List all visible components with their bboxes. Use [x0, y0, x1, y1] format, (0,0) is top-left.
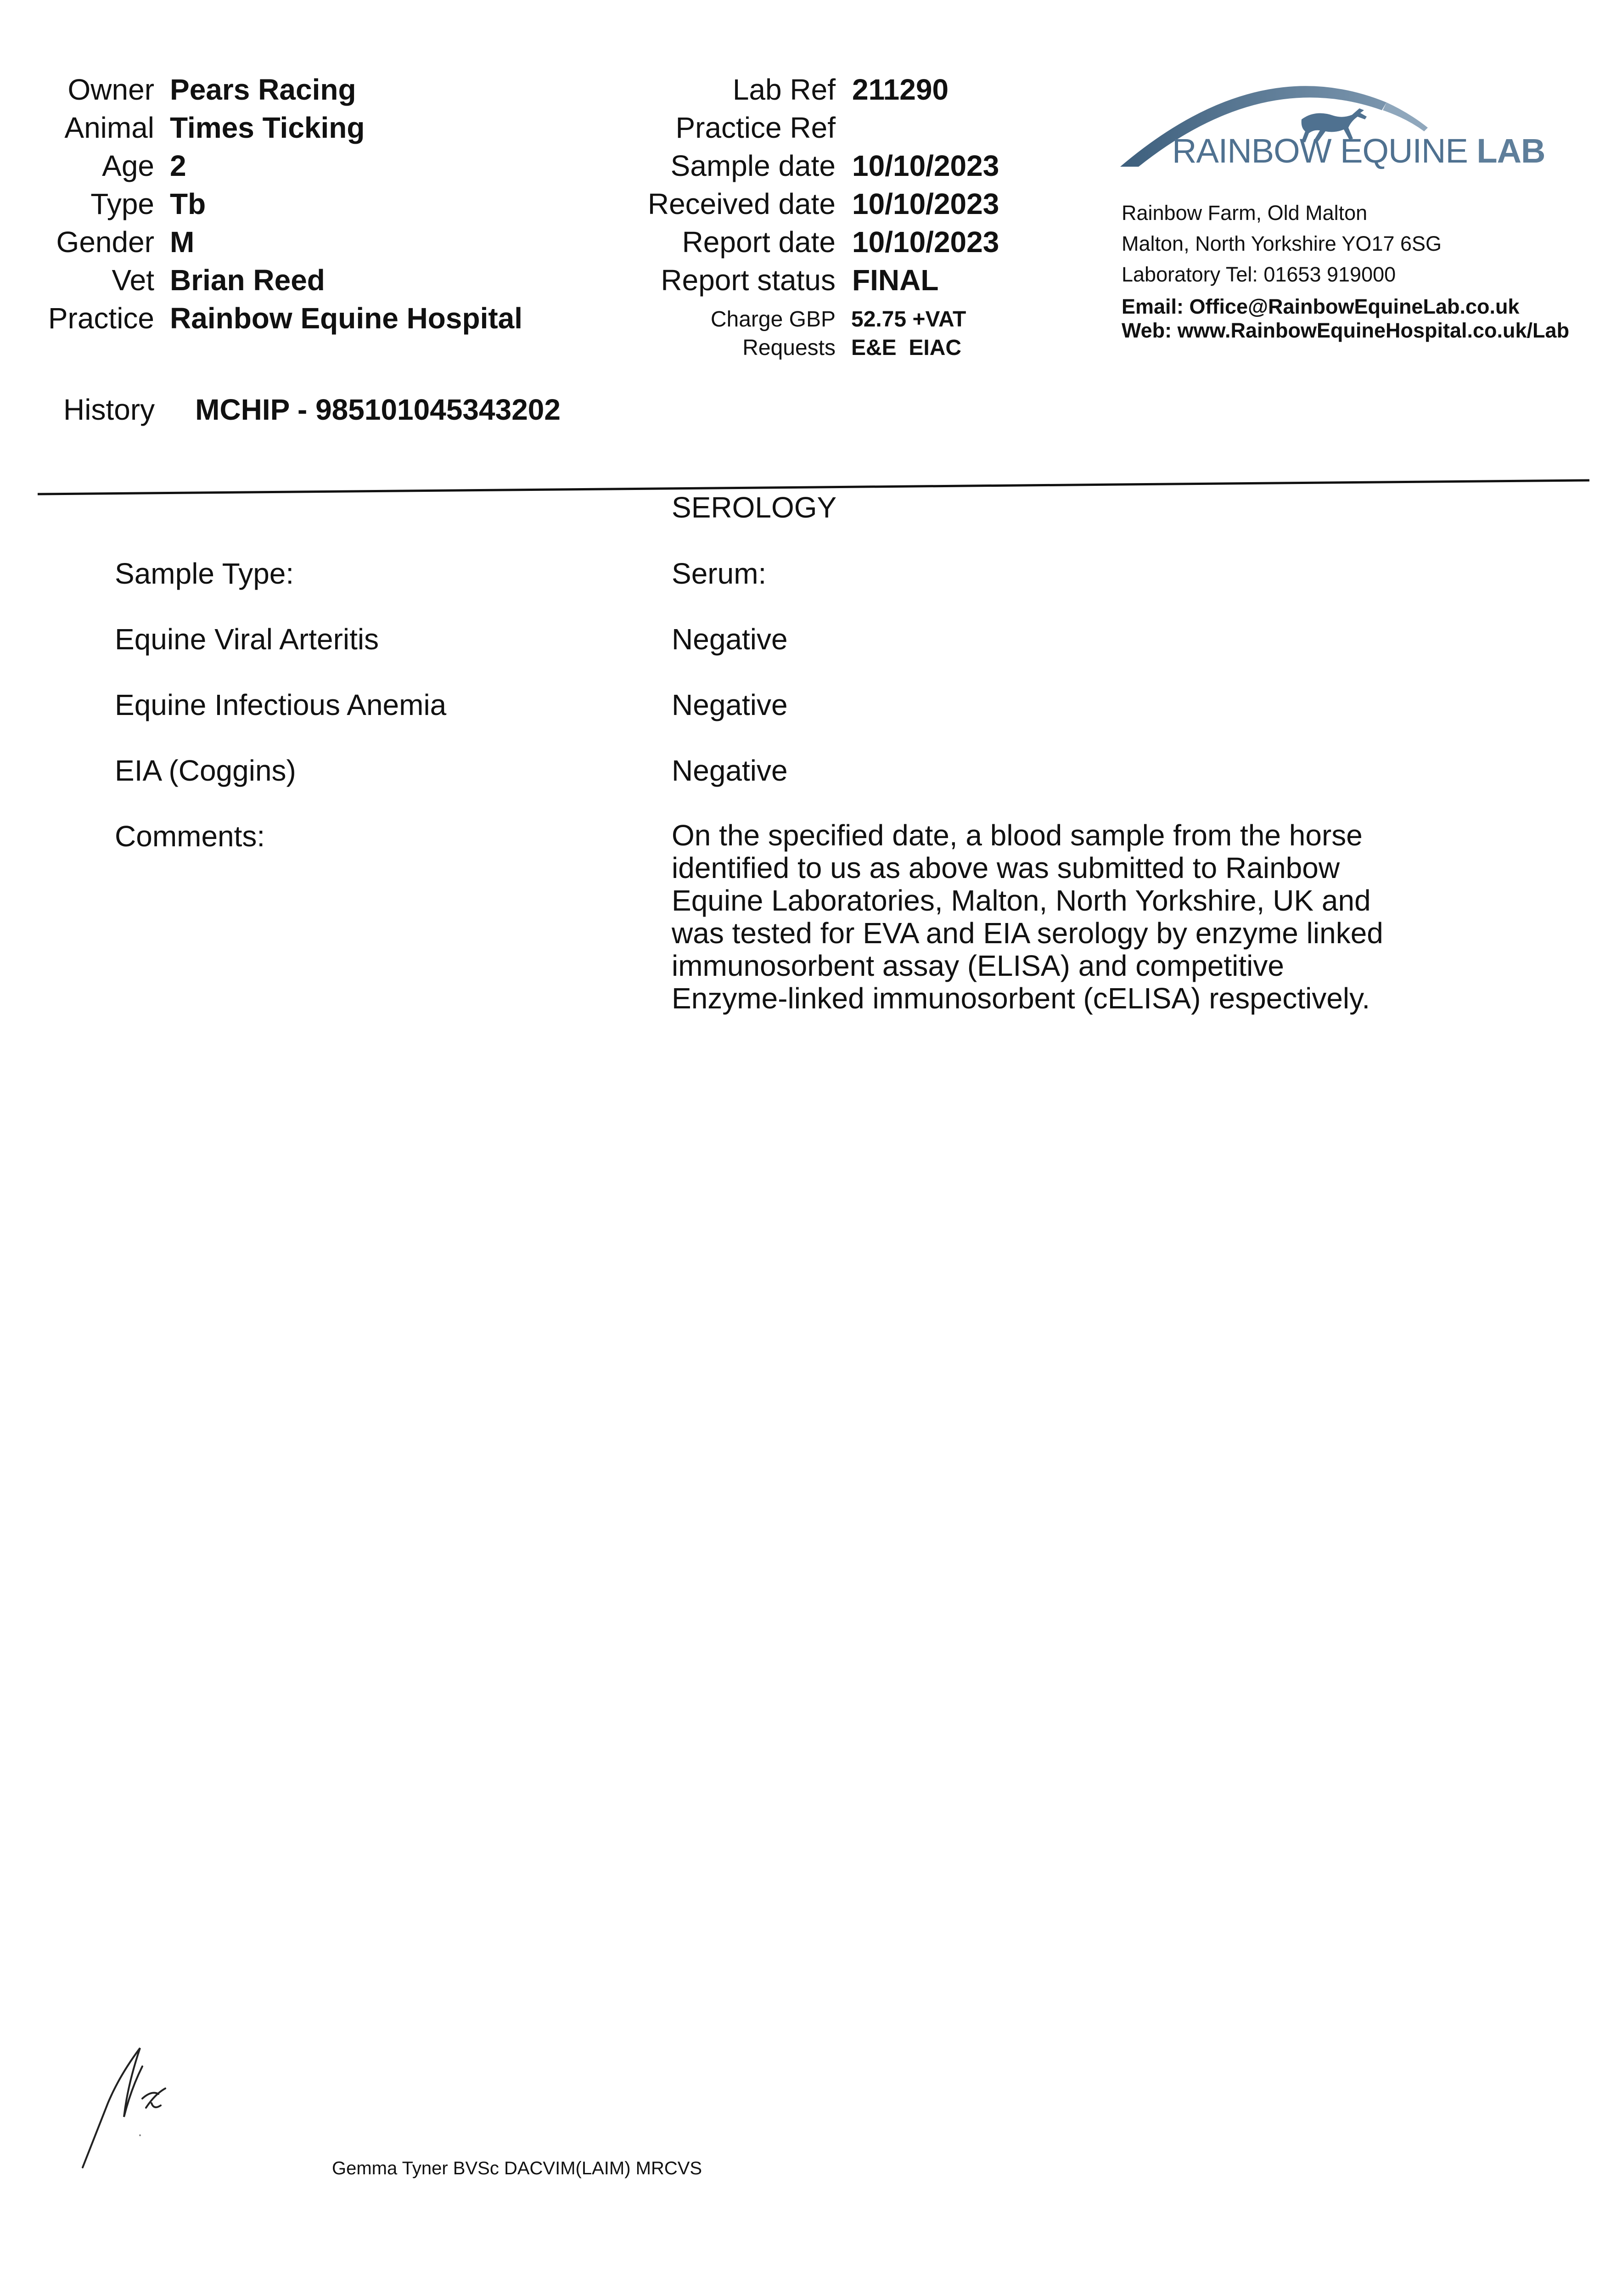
eva-result: Negative: [672, 623, 788, 656]
charge-value: 52.75 +VAT: [851, 307, 966, 332]
sample-date-value: 10/10/2023: [852, 149, 999, 182]
history-value: MCHIP - 985101045343202: [195, 393, 561, 426]
history-row: [63, 393, 561, 427]
requests-value: E&E EIAC: [851, 336, 962, 360]
comments-line: was tested for EVA and EIA serology by enzyme linked: [672, 917, 1383, 950]
owner-label: Owner: [67, 73, 154, 106]
signatory-name: Gemma Tyner BVSc DACVIM(LAIM) MRCVS: [332, 2158, 702, 2178]
age-label: Age: [102, 149, 154, 182]
comments-line: Enzyme-linked immunosorbent (cELISA) respectively.: [672, 982, 1370, 1015]
signature-scribble: [73, 2039, 184, 2177]
comments-label: Comments:: [115, 820, 265, 853]
lab-address-line2: Malton, North Yorkshire YO17 6SG: [1122, 232, 1442, 255]
history-label: History: [63, 393, 155, 426]
sample-type-label: Sample Type:: [115, 557, 294, 590]
lab-address-line1: Rainbow Farm, Old Malton: [1122, 201, 1368, 225]
practice-ref-row: [459, 111, 836, 145]
rainbow-equine-lab-logo: [1116, 77, 1543, 174]
lab-ref-label: Lab Ref: [732, 73, 836, 106]
eia-label: Equine Infectious Anemia: [115, 688, 447, 721]
received-date-row: [459, 187, 999, 221]
lab-ref-row: [459, 73, 949, 107]
requests-row: [459, 335, 961, 360]
report-status-value: FINAL: [852, 264, 939, 297]
logo-text-regular: RAINBOW EQUINE: [1172, 132, 1468, 170]
practice-ref-label: Practice Ref: [675, 111, 836, 144]
sample-date-row: [459, 149, 999, 183]
owner-row: [0, 73, 356, 107]
animal-label: Animal: [64, 111, 154, 144]
report-status-label: Report status: [661, 264, 836, 297]
received-date-value: 10/10/2023: [852, 187, 999, 220]
charge-label: Charge GBP: [710, 307, 836, 332]
comments-line: immunosorbent assay (ELISA) and competitive: [672, 949, 1284, 982]
sample-date-label: Sample date: [670, 149, 836, 182]
owner-value: Pears Racing: [170, 73, 356, 106]
type-value: Tb: [170, 187, 206, 220]
eva-label: Equine Viral Arteritis: [115, 623, 379, 656]
age-row: [0, 149, 186, 183]
type-label: Type: [90, 187, 154, 220]
animal-value: Times Ticking: [170, 111, 365, 144]
gender-row: [0, 225, 194, 259]
practice-label: Practice: [48, 302, 154, 335]
requests-label: Requests: [742, 336, 836, 360]
charge-row: [459, 307, 966, 332]
coggins-result: Negative: [672, 754, 788, 787]
report-date-label: Report date: [682, 225, 836, 259]
sample-type-value: Serum:: [672, 557, 767, 590]
comments-line: On the specified date, a blood sample from the horse: [672, 819, 1363, 852]
lab-email: Email: Office@RainbowEquineLab.co.uk: [1122, 295, 1520, 318]
comments-text: [672, 819, 1383, 1015]
eia-result: Negative: [672, 688, 788, 721]
age-value: 2: [170, 149, 186, 182]
report-status-row: [459, 263, 938, 297]
serology-section-title: SEROLOGY: [672, 491, 837, 524]
gender-value: M: [170, 225, 195, 259]
lab-ref-value: 211290: [852, 73, 949, 106]
logo-text-bold: LAB: [1476, 132, 1545, 170]
lab-web: Web: www.RainbowEquineHospital.co.uk/Lab: [1122, 319, 1570, 342]
lab-tel: Laboratory Tel: 01653 919000: [1122, 263, 1396, 286]
coggins-label: EIA (Coggins): [115, 754, 296, 787]
report-date-row: [459, 225, 999, 259]
type-row: [0, 187, 206, 221]
animal-row: [0, 111, 365, 145]
practice-value: Rainbow Equine Hospital: [170, 302, 523, 335]
gender-label: Gender: [56, 225, 154, 259]
vet-row: [0, 263, 325, 297]
vet-label: Vet: [112, 264, 154, 297]
comments-line: Equine Laboratories, Malton, North Yorkshire, UK and: [672, 884, 1371, 917]
comments-line: identified to us as above was submitted to Rainbow: [672, 851, 1340, 884]
practice-row: [0, 301, 522, 335]
vet-value: Brian Reed: [170, 264, 325, 297]
received-date-label: Received date: [647, 187, 836, 220]
report-date-value: 10/10/2023: [852, 225, 999, 259]
